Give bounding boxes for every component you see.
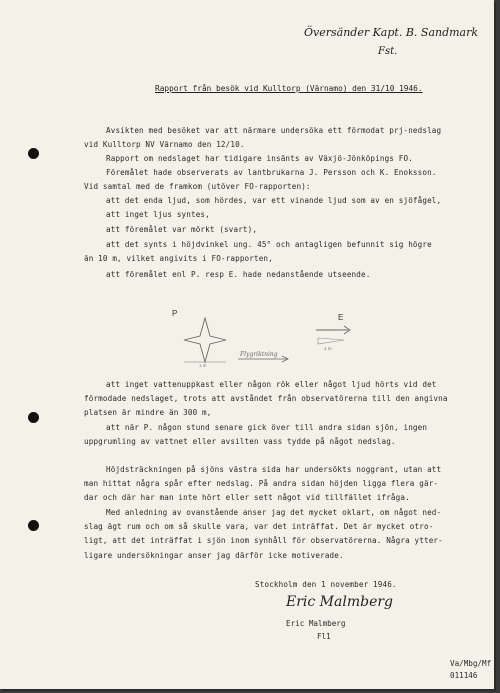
sketch-label-p: P (172, 309, 178, 318)
body-line: att inget vattenuppkast eller någon rök eller något ljud hörts vid det (106, 380, 437, 389)
sketch-object-e (318, 338, 344, 344)
body-line: Föremålet hade observerats av lantbrukarna J. Persson och K. Enoksson. (106, 168, 437, 177)
object-sketch (160, 306, 360, 368)
body-line: att det synts i höjdvinkel ung. 45° och antagligen befunnit sig högre (106, 240, 432, 249)
report-title: Rapport från besök vid Kulltorp (Värnamo) den 31/10 1946. (155, 84, 423, 93)
handwritten-note-dept: Fst. (378, 46, 398, 57)
place-and-date: Stockholm den 1 november 1946. (255, 580, 397, 589)
sketch-object-p (184, 318, 226, 362)
body-line: att föremålet enl P. resp E. hade nedanstående utseende. (106, 270, 371, 279)
reference-code: Va/Mbg/Mf (450, 659, 492, 668)
signatory-unit: Fl1 (317, 632, 331, 641)
body-line: Höjdsträckningen på sjöns västra sida har undersökts noggrant, utan att (106, 465, 442, 474)
body-line: att när P. någon stund senare gick över till andra sidan sjön, ingen (106, 423, 428, 432)
body-line: att inget ljus syntes, (106, 210, 210, 219)
body-line: ligare undersökningar anser jag därför icke motiverade. (84, 551, 344, 560)
body-line: förmodade nedslaget, trots att avståndet från observatörerna till den angivna (84, 394, 448, 403)
body-line: Vid samtal med de framkom (utöver FO-rapporten): (84, 182, 311, 191)
reference-number: 011146 (450, 671, 478, 680)
sketch-width-label-p: 1 m (199, 363, 207, 368)
body-line: ligt, att det inträffat i sjön inom synhåll för observatörerna. Några ytter- (84, 536, 443, 545)
body-line: platsen är mindre än 300 m, (84, 408, 212, 417)
punch-hole (28, 148, 39, 159)
body-line: man hittat några spår efter nedslag. På andra sidan höjden ligga flera gär- (84, 479, 439, 488)
body-line: Rapport om nedslaget har tidigare insänts av Växjö-Jönköpings FO. (106, 154, 413, 163)
body-line: Med anledning av ovanstående anser jag det mycket oklart, om något ned- (106, 508, 442, 517)
body-line: dar och där har man inte hört eller sett något vid tillfället ifråga. (84, 493, 410, 502)
sketch-width-label-e: 1 m (324, 346, 332, 351)
signatory-name: Eric Malmberg (286, 619, 346, 628)
handwritten-note: Översänder Kapt. B. Sandmark (304, 26, 479, 39)
body-line: slag ägt rum och om så skulle vara, var det inträffat. Det är mycket otro- (84, 522, 434, 531)
body-line: uppgrumling av vattnet eller avsilten vass tydde på något nedslag. (84, 437, 396, 446)
handwritten-signature: Eric Malmberg (286, 594, 394, 610)
body-line: att det enda ljud, som hördes, var ett vinande ljud som av en sjöfågel, (106, 196, 442, 205)
flight-direction-label: Flygriktning (240, 351, 278, 358)
punch-hole (28, 412, 39, 423)
sketch-arrow-e (316, 326, 350, 334)
body-line: vid Kulltorp NV Värnamo den 12/10. (84, 140, 245, 149)
body-line: än 10 m, vilket angivits i FO-rapporten, (84, 254, 273, 263)
body-line: Avsikten med besöket var att närmare undersöka ett förmodat prj-nedslag (106, 126, 442, 135)
body-line: att föremålet var mörkt (svart), (106, 225, 258, 234)
punch-hole (28, 520, 39, 531)
sketch-label-e: E (338, 313, 344, 322)
